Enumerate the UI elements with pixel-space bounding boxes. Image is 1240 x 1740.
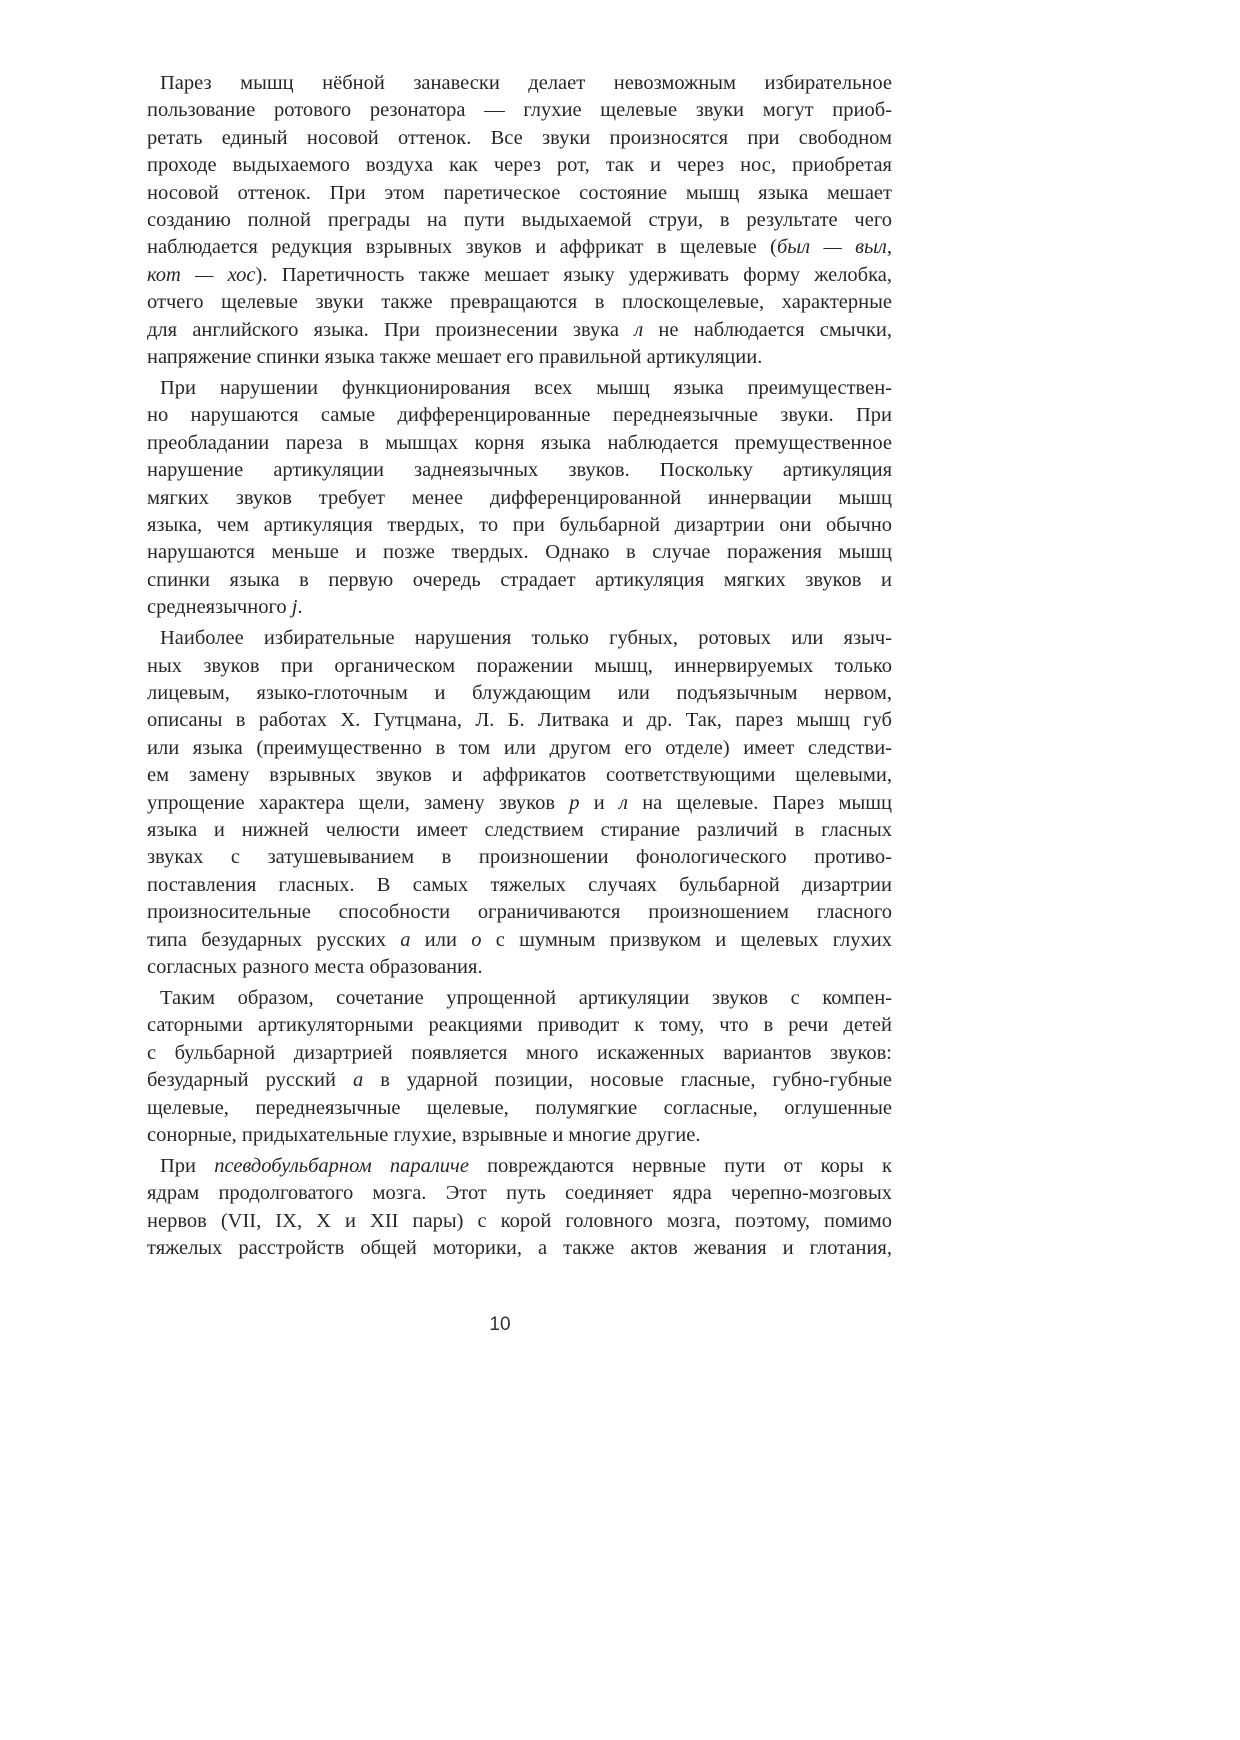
- text-line: поставления гласных. В самых тяжелых случаях бульбарной дизартрии: [147, 873, 892, 896]
- text-line: языка и нижней челюсти имеет следствием стирание различий в гласных: [147, 818, 892, 841]
- page-number: 10: [489, 1314, 511, 1335]
- body-text: [147, 70, 892, 1266]
- paragraph: [147, 70, 892, 371]
- text-line: для английского языка. При произнесении звука л не наблюдается смычки,: [147, 318, 893, 341]
- text-line: сонорные, придыхательные глухие, взрывные и многие другие.: [147, 1123, 701, 1146]
- text-line: созданию полной преграды на пути выдыхаемой струи, в результате чего: [147, 209, 892, 232]
- text-line: саторными артикуляторными реакциями приводит к тому, что в речи детей: [147, 1014, 892, 1037]
- text-line: Таким образом, сочетание упрощенной артикуляции звуков с компен-: [160, 986, 892, 1009]
- text-line: кот — хос). Паретичность также мешает языку удерживать форму желобка,: [147, 263, 892, 286]
- text-line: языка, чем артикуляция твердых, то при бульбарной дизартрии они обычно: [147, 514, 892, 536]
- text-line: упрощение характера щели, замену звуков р и л на щелевые. Парез мышц: [147, 791, 892, 814]
- text-line: щелевые, переднеязычные щелевые, полумягкие согласные, оглушенные: [147, 1096, 892, 1119]
- paragraph: [147, 375, 892, 622]
- paragraph: [147, 625, 892, 981]
- text-line: носовой оттенок. При этом паретическое состояние мышц языка мешает: [147, 181, 892, 204]
- text-line: звуках с затушевыванием в произношении фонологического противо-: [147, 846, 892, 869]
- text-line: нарушение артикуляции заднеязычных звуков. Поскольку артикуляция: [147, 459, 892, 482]
- text-line: Парез мышц нёбной занавески делает невозможным избирательное: [160, 72, 892, 94]
- text-line: ных звуков при органическом поражении мышц, иннервируемых только: [147, 654, 892, 677]
- text-line: ретать единый носовой оттенок. Все звуки произносятся при свободном: [147, 126, 892, 149]
- text-line: ем замену взрывных звуков и аффрикатов соответствующими щелевыми,: [147, 764, 892, 787]
- text-line: но нарушаются самые дифференцированные переднеязычные звуки. При: [147, 404, 892, 427]
- text-line: безударный русский а в ударной позиции, носовые гласные, губно-губные: [147, 1069, 893, 1092]
- text-line: произносительные способности ограничиваются произношением гласного: [147, 901, 892, 924]
- text-line: с бульбарной дизартрией появляется много искаженных вариантов звуков:: [147, 1041, 892, 1064]
- text-line: Наиболее избирательные нарушения только губных, ротовых или языч-: [160, 627, 892, 650]
- text-line: наблюдается редукция взрывных звуков и аффрикат в щелевые (был — выл,: [147, 236, 892, 259]
- paragraph: [147, 985, 892, 1149]
- text-line: нарушаются меньше и позже твердых. Однако в случае поражения мышц: [147, 541, 892, 564]
- text-line: ядрам продолговатого мозга. Этот путь соединяет ядра черепно-мозговых: [147, 1182, 892, 1205]
- text-line: согласных разного места образования.: [147, 956, 483, 978]
- text-line: описаны в работах Х. Гутцмана, Л. Б. Литвака и др. Так, парез мышц губ: [147, 709, 892, 732]
- paragraph: [147, 1153, 892, 1263]
- text-line: типа безударных русских а или о с шумным призвуком и щелевых глухих: [147, 928, 893, 951]
- text-line: пользование ротового резонатора — глухие щелевые звуки могут приоб-: [147, 99, 892, 122]
- text-line: или языка (преимущественно в том или другом его отделе) имеет следстви-: [147, 736, 892, 759]
- text-line: отчего щелевые звуки также превращаются в плоскощелевые, характерные: [147, 291, 892, 314]
- text-line: проходе выдыхаемого воздуха как через рот, так и через нос, приобретая: [147, 154, 892, 177]
- text-line: спинки языка в первую очередь страдает артикуляция мягких звуков и: [147, 568, 892, 591]
- text-line: тяжелых расстройств общей моторики, а также актов жевания и глотания,: [147, 1237, 892, 1260]
- text-line: напряжение спинки языка также мешает его правильной артикуляции.: [147, 346, 763, 369]
- text-line: преобладании пареза в мышцах корня языка наблюдается премущественное: [147, 431, 892, 454]
- text-line: среднеязычного j.: [147, 596, 303, 619]
- text-line: При нарушении функционирования всех мышц языка преимуществен-: [160, 376, 892, 399]
- text-line: мягких звуков требует менее дифференцированной иннервации мышц: [147, 486, 892, 509]
- text-line: лицевым, языко-глоточным и блуждающим или подъязычным нервом,: [147, 681, 892, 704]
- text-line: нервов (VII, IX, X и XII пары) с корой головного мозга, поэтому, помимо: [147, 1209, 892, 1232]
- text-line: При псевдобульбарном параличе повреждаются нервные пути от коры к: [160, 1154, 892, 1177]
